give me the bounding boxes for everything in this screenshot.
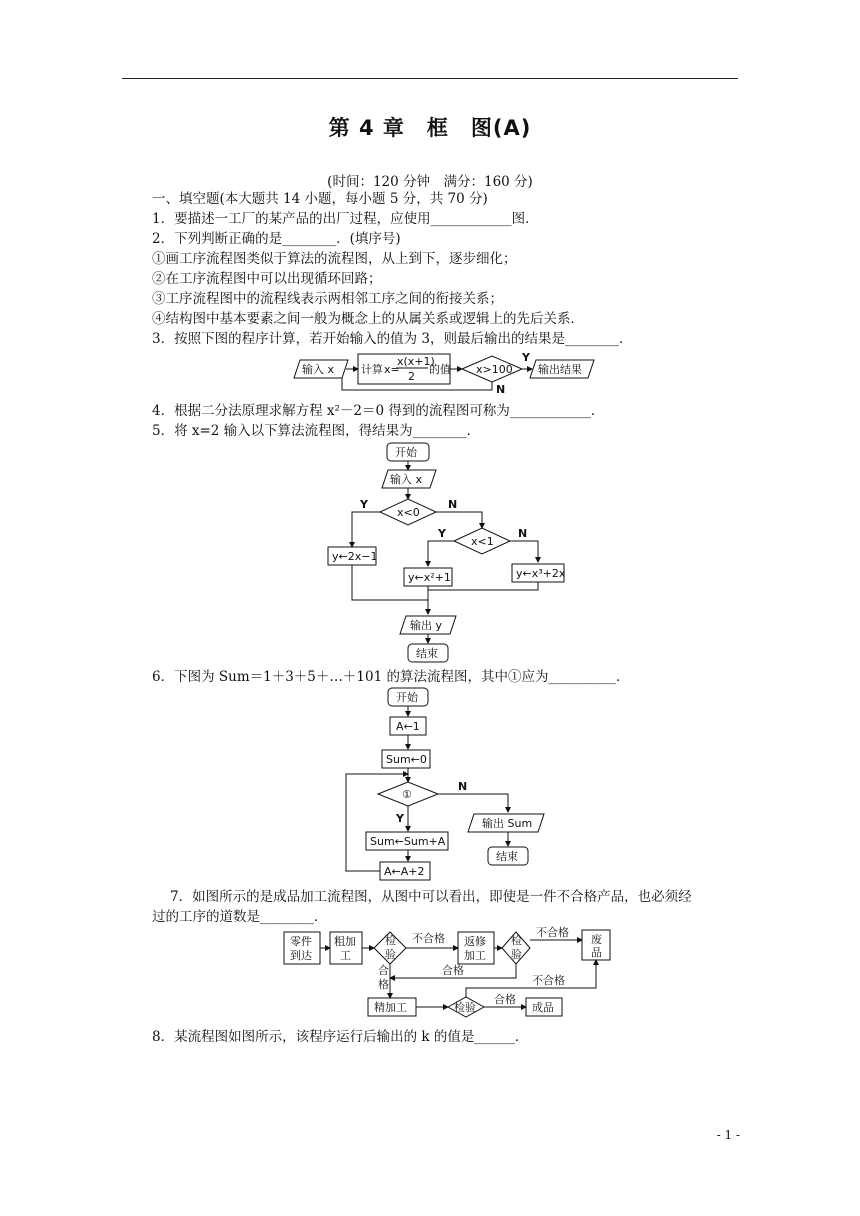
calc-suffix: 的值 bbox=[429, 363, 451, 376]
input-label: 输入 x bbox=[302, 363, 335, 376]
calc-denominator: 2 bbox=[408, 370, 415, 383]
output-label: 输出结果 bbox=[538, 363, 582, 376]
output-label: 输出 y bbox=[410, 619, 443, 632]
end-label: 结束 bbox=[496, 850, 518, 863]
yes-label: Y bbox=[522, 351, 530, 364]
n3-line1: 返修 bbox=[464, 935, 486, 948]
d1-line1: 检 bbox=[385, 934, 396, 947]
cond2-no: N bbox=[518, 527, 528, 540]
cond1-yes: Y bbox=[360, 498, 368, 511]
header-rule bbox=[122, 78, 738, 79]
cond2-yes: Y bbox=[438, 527, 446, 540]
condition-label: x>100 bbox=[476, 363, 513, 376]
figure-3-flowchart bbox=[288, 348, 598, 396]
init-sum: Sum←0 bbox=[386, 753, 427, 766]
output-label: 输出 Sum bbox=[482, 817, 533, 830]
n2-line1: 粗加 bbox=[334, 935, 356, 948]
question-3: 3．按照下图的程序计算，若开始输入的值为 3，则最后输出的结果是________． bbox=[152, 331, 633, 347]
d3-label: 检验 bbox=[454, 1001, 476, 1014]
figure-6-flowchart bbox=[338, 686, 558, 882]
n1-line1: 零件 bbox=[290, 935, 312, 948]
ok-label-2: 合格 bbox=[442, 964, 464, 977]
n4-line1: 废 bbox=[591, 933, 602, 946]
ok-vert-1: 合 bbox=[378, 964, 389, 977]
branch2-label: y←x²+1 bbox=[408, 571, 451, 584]
question-6: 6．下图为 Sum＝1＋3＋5＋…＋101 的算法流程图，其中①应为__________． bbox=[152, 669, 630, 685]
input-label: 输入 x bbox=[390, 473, 423, 486]
n3-line2: 加工 bbox=[464, 949, 486, 962]
ng-label-3: 不合格 bbox=[532, 974, 565, 987]
n4-line2: 品 bbox=[591, 946, 602, 959]
question-7: 7．如图所示的是成品加工流程图，从图中可以看出，即使是一件不合格产品，也必须经 bbox=[170, 889, 692, 905]
cond1-label: x<0 bbox=[397, 506, 420, 519]
cond2-label: x<1 bbox=[471, 535, 494, 548]
question-4: 4．根据二分法原理求解方程 x²－2＝0 得到的流程图可称为____________． bbox=[152, 403, 605, 419]
n5-label: 精加工 bbox=[374, 1001, 407, 1014]
n1-line2: 到达 bbox=[290, 949, 312, 962]
blank-condition: ① bbox=[402, 788, 412, 801]
d2-line2: 验 bbox=[511, 948, 522, 961]
ok-label-3: 合格 bbox=[494, 993, 516, 1006]
page-title: 第 4 章 框 图(A) bbox=[328, 116, 532, 140]
n2-line2: 工 bbox=[340, 949, 351, 962]
ng-label-2: 不合格 bbox=[536, 926, 569, 939]
page-number: - 1 - bbox=[716, 1128, 740, 1142]
d1-line2: 验 bbox=[385, 948, 396, 961]
cond-yes: Y bbox=[396, 812, 404, 825]
q2-option-1: ①画工序流程图类似于算法的流程图，从上到下，逐步细化； bbox=[152, 251, 517, 267]
increment-a: A←A+2 bbox=[384, 865, 425, 878]
calc-numerator: x(x+1) bbox=[397, 355, 435, 368]
d2-line1: 检 bbox=[511, 934, 522, 947]
ok-vert-2: 格 bbox=[378, 978, 389, 991]
question-1: 1．要描述一工厂的某产品的出厂过程，应使用____________图． bbox=[152, 211, 539, 227]
calc-var: x= bbox=[384, 363, 400, 376]
init-a: A←1 bbox=[396, 720, 420, 733]
calc-prefix: 计算 bbox=[361, 363, 383, 376]
start-label: 开始 bbox=[395, 446, 417, 459]
exam-info: (时间：120 分钟 满分：160 分) bbox=[327, 174, 533, 190]
question-7-cont: 过的工序的道数是________． bbox=[152, 909, 328, 925]
end-label: 结束 bbox=[416, 647, 438, 660]
q2-option-2: ②在工序流程图中可以出现循环回路； bbox=[152, 271, 382, 287]
q2-option-3: ③工序流程图中的流程线表示两相邻工序之间的衔接关系； bbox=[152, 291, 503, 307]
branch1-label: y←2x−1 bbox=[332, 550, 378, 563]
ng-label-1: 不合格 bbox=[412, 932, 445, 945]
no-label: N bbox=[496, 383, 506, 396]
update-sum: Sum←Sum+A bbox=[370, 835, 446, 848]
question-8: 8．某流程图如图所示，该程序运行后输出的 k 的值是______． bbox=[152, 1029, 529, 1045]
q2-option-4: ④结构图中基本要素之间一般为概念上的从属关系或逻辑上的先后关系． bbox=[152, 311, 584, 327]
question-2: 2．下列判断正确的是________．(填序号) bbox=[152, 231, 401, 247]
section-heading: 一、填空题(本大题共 14 小题，每小题 5 分，共 70 分) bbox=[152, 191, 488, 207]
figure-5-flowchart bbox=[320, 440, 580, 666]
branch3-label: y←x³+2x bbox=[516, 567, 566, 580]
cond1-no: N bbox=[448, 498, 458, 511]
question-5: 5．将 x=2 输入以下算法流程图，得结果为________． bbox=[152, 423, 481, 439]
start-label: 开始 bbox=[396, 691, 418, 704]
cond-no: N bbox=[458, 780, 468, 793]
n6-label: 成品 bbox=[532, 1001, 554, 1014]
figure-7-process-chart bbox=[282, 926, 622, 1022]
